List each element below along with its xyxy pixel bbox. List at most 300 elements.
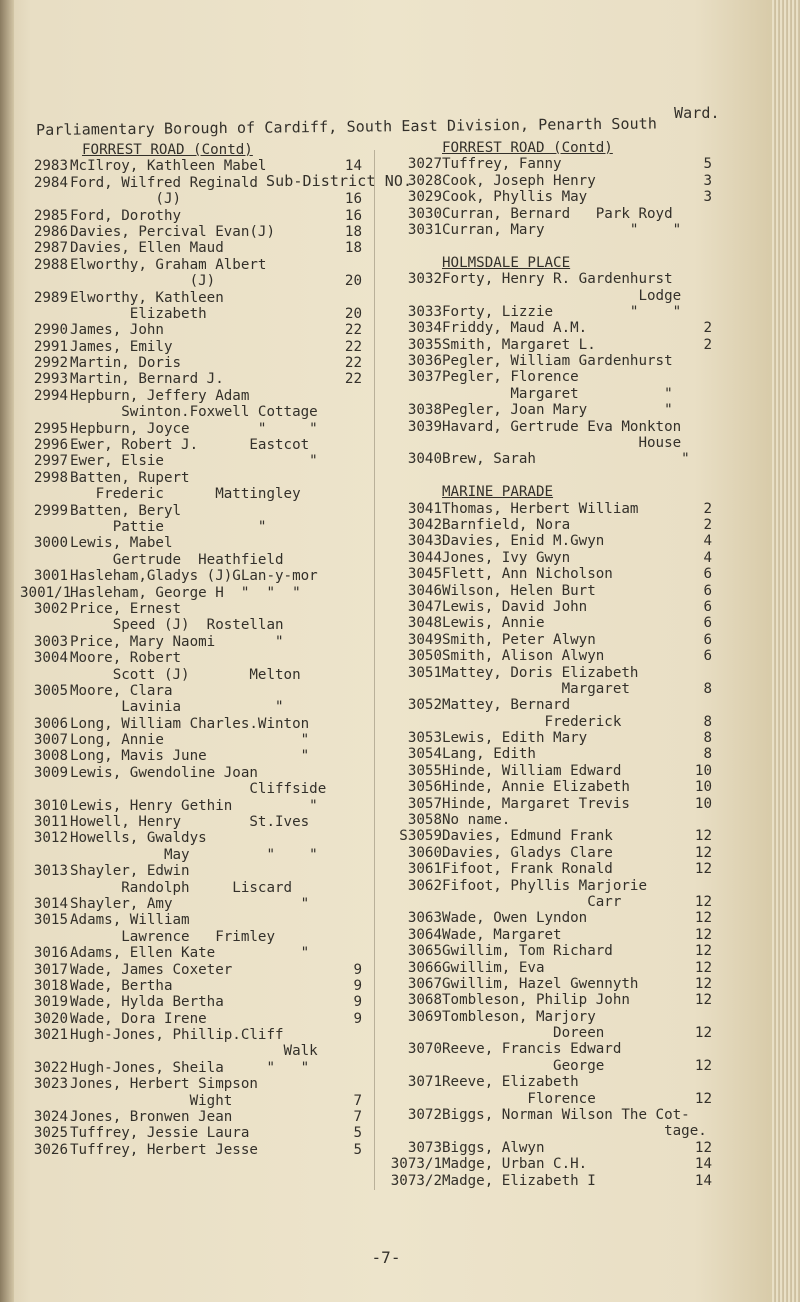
elector-number: 3037 bbox=[407, 369, 442, 386]
house-number: 8 bbox=[703, 680, 712, 697]
elector-number: 3041 bbox=[407, 500, 442, 517]
list-item bbox=[20, 781, 370, 797]
list-item bbox=[20, 453, 370, 469]
elector-number: 3049 bbox=[407, 631, 442, 648]
elector-number: 3001 bbox=[33, 568, 68, 585]
elector-number: 3019 bbox=[33, 994, 68, 1011]
elector-name: Havard, Gertrude Eva Monkton bbox=[442, 418, 682, 435]
elector-number: 3039 bbox=[407, 418, 442, 435]
house-number: 18 bbox=[344, 223, 362, 240]
elector-number: 3053 bbox=[407, 730, 442, 747]
elector-number: 3002 bbox=[33, 600, 68, 617]
list-item bbox=[20, 683, 370, 699]
elector-name: Hinde, Margaret Trevis bbox=[442, 795, 630, 812]
house-number: 9 bbox=[353, 994, 362, 1011]
elector-name: Tuffrey, Fanny bbox=[442, 156, 562, 173]
elector-name: Howells, Gwaldys bbox=[70, 830, 207, 847]
list-item bbox=[384, 910, 724, 926]
house-number: 5 bbox=[353, 1125, 362, 1142]
house-number: 12 bbox=[694, 992, 712, 1009]
list-item bbox=[20, 994, 370, 1010]
list-item bbox=[384, 189, 724, 205]
house-number: 2 bbox=[703, 500, 712, 517]
list-item bbox=[384, 435, 724, 451]
elector-name: Elizabeth bbox=[70, 305, 207, 322]
list-item bbox=[384, 1041, 724, 1057]
list-item bbox=[20, 601, 370, 617]
elector-name: Mattey, Bernard bbox=[442, 697, 571, 714]
list-item bbox=[20, 912, 370, 928]
elector-number: 3005 bbox=[33, 682, 68, 699]
elector-name: Gertrude Heathfield bbox=[70, 551, 284, 568]
elector-number: 3054 bbox=[407, 746, 442, 763]
elector-number: 3022 bbox=[33, 1059, 68, 1076]
elector-name: Ewer, Robert J. Eastcot bbox=[70, 437, 310, 454]
elector-name: Tombleson, Philip John bbox=[442, 992, 630, 1009]
elector-name: Wade, Hylda Bertha bbox=[70, 994, 224, 1011]
street-heading: FORREST ROAD (Contd) bbox=[82, 142, 253, 158]
list-item bbox=[384, 566, 724, 582]
elector-number: 3003 bbox=[33, 633, 68, 650]
house-number: 2 bbox=[703, 320, 712, 337]
street-heading: HOLMSDALE PLACE bbox=[442, 254, 571, 271]
elector-name: Wade, James Coxeter bbox=[70, 961, 233, 978]
list-item bbox=[384, 615, 724, 631]
house-number: 5 bbox=[353, 1141, 362, 1158]
house-number: 12 bbox=[694, 910, 712, 927]
elector-name: Shayler, Amy " bbox=[70, 895, 310, 912]
list-item bbox=[384, 697, 724, 713]
elector-name: Smith, Peter Alwyn bbox=[442, 631, 596, 648]
list-item bbox=[20, 1125, 370, 1141]
house-number: 16 bbox=[344, 207, 362, 224]
house-number: 12 bbox=[694, 975, 712, 992]
elector-number: 3000 bbox=[33, 535, 68, 552]
elector-number: 3056 bbox=[407, 779, 442, 796]
elector-number: 3018 bbox=[33, 977, 68, 994]
elector-number: 2988 bbox=[33, 256, 68, 273]
spacer bbox=[384, 468, 724, 484]
elector-number: 3072 bbox=[407, 1107, 442, 1124]
elector-number: 3029 bbox=[407, 189, 442, 206]
elector-name: Lewis, Annie bbox=[442, 615, 545, 632]
elector-name: Price, Ernest bbox=[70, 600, 182, 617]
elector-name: May " " bbox=[70, 846, 318, 863]
elector-name: Carr bbox=[442, 893, 622, 910]
elector-name: Pegler, Florence bbox=[442, 369, 579, 386]
elector-number: 3066 bbox=[407, 959, 442, 976]
list-item bbox=[384, 960, 724, 976]
list-item bbox=[20, 1011, 370, 1027]
elector-number: 3047 bbox=[407, 598, 442, 615]
list-item bbox=[20, 224, 370, 240]
list-item bbox=[384, 1058, 724, 1074]
elector-name: Swinton.Foxwell Cottage bbox=[70, 404, 318, 421]
elector-name: Wade, Bertha bbox=[70, 977, 173, 994]
elector-name: Adams, William bbox=[70, 912, 190, 929]
list-item bbox=[20, 158, 370, 174]
elector-name: Frederic Mattingley bbox=[70, 486, 301, 503]
binding-gutter bbox=[0, 0, 14, 1302]
elector-name: Pegler, William Gardenhurst bbox=[442, 353, 673, 370]
house-number: 22 bbox=[344, 338, 362, 355]
elector-name: Hepburn, Joyce " " bbox=[70, 420, 318, 437]
house-number: 10 bbox=[694, 779, 712, 796]
street-heading-row bbox=[384, 255, 724, 271]
street-heading-row bbox=[384, 484, 724, 500]
list-item bbox=[20, 716, 370, 732]
elector-number: 3006 bbox=[33, 715, 68, 732]
elector-name: Long, Annie " bbox=[70, 732, 310, 749]
elector-name: Friddy, Maud A.M. bbox=[442, 320, 588, 337]
header-line-1: Parliamentary Borough of Cardiff, South East Division, Penarth South bbox=[35, 114, 658, 139]
elector-number: 2993 bbox=[33, 371, 68, 388]
elector-name: Ford, Dorothy bbox=[70, 207, 182, 224]
elector-number: 2997 bbox=[33, 453, 68, 470]
elector-name: Hasleham, George H " " " bbox=[70, 584, 301, 601]
list-item bbox=[384, 828, 724, 844]
elector-number: 3001/1 bbox=[20, 584, 72, 601]
elector-number: 3071 bbox=[407, 1074, 442, 1091]
house-number: 12 bbox=[694, 1025, 712, 1042]
elector-number: 3007 bbox=[33, 732, 68, 749]
elector-name: Randolph Liscard bbox=[70, 879, 293, 896]
elector-name: Ford, Wilfred Reginald bbox=[70, 174, 258, 191]
house-number: 6 bbox=[703, 566, 712, 583]
elector-name: Madge, Elizabeth I bbox=[442, 1172, 596, 1189]
house-number: 12 bbox=[694, 844, 712, 861]
elector-name: Davies, Percival Evan(J) bbox=[70, 223, 275, 240]
list-item bbox=[384, 927, 724, 943]
column-divider bbox=[374, 150, 375, 1190]
elector-number: 2998 bbox=[33, 469, 68, 486]
elector-name: No name. bbox=[442, 812, 511, 829]
list-item bbox=[384, 845, 724, 861]
list-item bbox=[384, 517, 724, 533]
elector-name: Gwillim, Hazel Gwennyth bbox=[442, 975, 639, 992]
house-number: 6 bbox=[703, 615, 712, 632]
elector-number: 3068 bbox=[407, 992, 442, 1009]
house-number: 22 bbox=[344, 322, 362, 339]
list-item bbox=[20, 1060, 370, 1076]
list-item bbox=[384, 665, 724, 681]
elector-name: Shayler, Edwin bbox=[70, 863, 190, 880]
elector-number: 3070 bbox=[407, 1041, 442, 1058]
elector-number: 3040 bbox=[407, 451, 442, 468]
elector-name: Lewis, Edith Mary bbox=[442, 730, 588, 747]
house-number: 2 bbox=[703, 336, 712, 353]
list-item bbox=[384, 533, 724, 549]
elector-name: Flett, Ann Nicholson bbox=[442, 566, 613, 583]
elector-name: Curran, Mary " " bbox=[442, 221, 682, 238]
house-number: 10 bbox=[694, 762, 712, 779]
elector-number: 3055 bbox=[407, 762, 442, 779]
list-item bbox=[20, 617, 370, 633]
elector-number: 2992 bbox=[33, 355, 68, 372]
elector-name: George bbox=[442, 1057, 605, 1074]
elector-number: 3042 bbox=[407, 516, 442, 533]
list-item bbox=[20, 765, 370, 781]
elector-name: Ewer, Elsie " bbox=[70, 453, 318, 470]
list-item bbox=[384, 206, 724, 222]
list-item bbox=[384, 730, 724, 746]
list-item bbox=[20, 863, 370, 879]
elector-name: Biggs, Alwyn bbox=[442, 1139, 545, 1156]
elector-number: 3024 bbox=[33, 1109, 68, 1126]
house-number: 22 bbox=[344, 355, 362, 372]
list-item bbox=[20, 388, 370, 404]
elector-number: 3073/1 bbox=[390, 1156, 442, 1173]
elector-number: 3048 bbox=[407, 615, 442, 632]
elector-name: Tuffrey, Herbert Jesse bbox=[70, 1141, 258, 1158]
elector-name: Elworthy, Kathleen bbox=[70, 289, 224, 306]
list-item bbox=[20, 634, 370, 650]
elector-name: Davies, Enid M.Gwyn bbox=[442, 533, 605, 550]
elector-name: Moore, Robert bbox=[70, 650, 182, 667]
list-item bbox=[20, 257, 370, 273]
elector-name: House bbox=[442, 435, 682, 452]
house-number: 9 bbox=[353, 977, 362, 994]
elector-name: Jones, Bronwen Jean bbox=[70, 1109, 233, 1126]
elector-name: Biggs, Norman Wilson The Cot- bbox=[442, 1107, 690, 1124]
house-number: 12 bbox=[694, 828, 712, 845]
elector-number: 3012 bbox=[33, 830, 68, 847]
list-item bbox=[384, 943, 724, 959]
elector-number: 3057 bbox=[407, 795, 442, 812]
elector-name: Batten, Beryl bbox=[70, 502, 182, 519]
elector-number: 3038 bbox=[407, 402, 442, 419]
list-item bbox=[20, 191, 370, 207]
house-number: 22 bbox=[344, 371, 362, 388]
elector-number: 3061 bbox=[407, 861, 442, 878]
elector-number: 3043 bbox=[407, 533, 442, 550]
street-heading: MARINE PARADE bbox=[442, 484, 554, 501]
spacer bbox=[384, 238, 724, 254]
list-item bbox=[384, 796, 724, 812]
elector-number: 3036 bbox=[407, 353, 442, 370]
elector-number: 3032 bbox=[407, 271, 442, 288]
house-number: 9 bbox=[353, 961, 362, 978]
elector-name: Smith, Alison Alwyn bbox=[442, 648, 605, 665]
house-number: 3 bbox=[703, 172, 712, 189]
elector-name: Smith, Margaret L. bbox=[442, 336, 596, 353]
elector-number: 3030 bbox=[407, 205, 442, 222]
left-column bbox=[20, 142, 370, 1158]
list-item bbox=[384, 386, 724, 402]
list-item bbox=[384, 648, 724, 664]
street-heading-row bbox=[384, 140, 724, 156]
house-number: 3 bbox=[703, 189, 712, 206]
elector-name: Margaret " bbox=[442, 385, 673, 402]
list-item bbox=[384, 632, 724, 648]
list-item bbox=[384, 763, 724, 779]
elector-number: 3069 bbox=[407, 1008, 442, 1025]
elector-number: 3013 bbox=[33, 863, 68, 880]
house-number: 9 bbox=[353, 1010, 362, 1027]
elector-number: 3025 bbox=[33, 1125, 68, 1142]
elector-number: 3067 bbox=[407, 975, 442, 992]
list-item bbox=[384, 1107, 724, 1123]
house-number: 12 bbox=[694, 861, 712, 878]
list-item bbox=[20, 830, 370, 846]
elector-number: 2984 bbox=[33, 174, 68, 191]
elector-name: Cliffside bbox=[70, 781, 327, 798]
elector-name: Lewis, Henry Gethin " bbox=[70, 797, 318, 814]
elector-number: 3060 bbox=[407, 844, 442, 861]
elector-name: Brew, Sarah " bbox=[442, 451, 690, 468]
page-number: -7- bbox=[371, 1248, 401, 1267]
elector-name: Tuffrey, Jessie Laura bbox=[70, 1125, 250, 1142]
list-item bbox=[384, 550, 724, 566]
house-number: 20 bbox=[344, 273, 362, 290]
elector-name: Curran, Bernard Park Royd bbox=[442, 205, 673, 222]
elector-name: Wade, Dora Irene bbox=[70, 1010, 207, 1027]
elector-number: 3015 bbox=[33, 912, 68, 929]
list-item bbox=[384, 1074, 724, 1090]
elector-number: 3034 bbox=[407, 320, 442, 337]
elector-number: 3014 bbox=[33, 895, 68, 912]
elector-name: Davies, Edmund Frank bbox=[442, 828, 613, 845]
elector-number: 2983 bbox=[33, 158, 68, 175]
elector-number: 3009 bbox=[33, 764, 68, 781]
elector-number: 3031 bbox=[407, 221, 442, 238]
elector-name: Lewis, Mabel bbox=[70, 535, 173, 552]
elector-number: 2989 bbox=[33, 289, 68, 306]
list-item bbox=[384, 271, 724, 287]
elector-name: (J) bbox=[70, 273, 216, 290]
house-number: 20 bbox=[344, 305, 362, 322]
list-item bbox=[20, 814, 370, 830]
elector-name: Forty, Henry R. Gardenhurst bbox=[442, 271, 673, 288]
list-item bbox=[20, 880, 370, 896]
house-number: 4 bbox=[703, 549, 712, 566]
header-line-2: Sub-District NO. bbox=[266, 172, 413, 190]
list-item bbox=[384, 599, 724, 615]
elector-number: 3046 bbox=[407, 582, 442, 599]
list-item bbox=[384, 1025, 724, 1041]
elector-number: 2994 bbox=[33, 387, 68, 404]
elector-name: Cook, Phyllis May bbox=[442, 189, 588, 206]
list-item bbox=[384, 878, 724, 894]
elector-number: 2985 bbox=[33, 207, 68, 224]
elector-number: 3051 bbox=[407, 664, 442, 681]
list-item bbox=[384, 1140, 724, 1156]
elector-name: Hugh-Jones, Phillip.Cliff bbox=[70, 1027, 284, 1044]
house-number: 4 bbox=[703, 533, 712, 550]
elector-number: 3063 bbox=[407, 910, 442, 927]
list-item bbox=[20, 896, 370, 912]
list-item bbox=[384, 288, 724, 304]
list-item bbox=[20, 486, 370, 502]
elector-number: 3073 bbox=[407, 1139, 442, 1156]
elector-name: Hinde, William Edward bbox=[442, 762, 622, 779]
elector-name: Hasleham,Gladys (J)GLan-y-mor bbox=[70, 568, 318, 585]
elector-number: 2986 bbox=[33, 223, 68, 240]
elector-name: Wilson, Helen Burt bbox=[442, 582, 596, 599]
elector-number: 3010 bbox=[33, 797, 68, 814]
list-item bbox=[384, 1156, 724, 1172]
house-number: 6 bbox=[703, 631, 712, 648]
elector-number: 3011 bbox=[33, 814, 68, 831]
right-column bbox=[384, 140, 724, 1189]
elector-name: Thomas, Herbert William bbox=[442, 500, 639, 517]
elector-name: Howell, Henry St.Ives bbox=[70, 814, 310, 831]
house-number: 6 bbox=[703, 648, 712, 665]
house-number: 2 bbox=[703, 516, 712, 533]
elector-name: Adams, Ellen Kate " bbox=[70, 945, 310, 962]
house-number: 12 bbox=[694, 926, 712, 943]
list-item bbox=[20, 1076, 370, 1092]
elector-number: 3058 bbox=[407, 812, 442, 829]
list-item bbox=[384, 419, 724, 435]
elector-number: 3027 bbox=[407, 156, 442, 173]
list-item bbox=[20, 978, 370, 994]
list-item bbox=[384, 222, 724, 238]
elector-number: 3073/2 bbox=[390, 1172, 442, 1189]
list-item bbox=[20, 798, 370, 814]
list-item bbox=[20, 929, 370, 945]
elector-number: 3023 bbox=[33, 1076, 68, 1093]
elector-name: Fifoot, Frank Ronald bbox=[442, 861, 613, 878]
elector-name: Florence bbox=[442, 1090, 596, 1107]
list-item bbox=[384, 681, 724, 697]
elector-name: Scott (J) Melton bbox=[70, 666, 301, 683]
elector-number: 3050 bbox=[407, 648, 442, 665]
elector-number: 3035 bbox=[407, 336, 442, 353]
elector-number: 3062 bbox=[407, 877, 442, 894]
house-number: 12 bbox=[694, 1057, 712, 1074]
elector-number: 2990 bbox=[33, 322, 68, 339]
elector-name: Davies, Ellen Maud bbox=[70, 240, 224, 257]
elector-number: 3017 bbox=[33, 961, 68, 978]
house-number: 7 bbox=[353, 1092, 362, 1109]
list-item bbox=[384, 353, 724, 369]
elector-name: Cook, Joseph Henry bbox=[442, 172, 596, 189]
elector-name: Wade, Margaret bbox=[442, 926, 562, 943]
list-item bbox=[384, 583, 724, 599]
elector-number: 3064 bbox=[407, 926, 442, 943]
elector-number: 3021 bbox=[33, 1027, 68, 1044]
list-item bbox=[20, 437, 370, 453]
house-number: 12 bbox=[694, 1090, 712, 1107]
elector-name: Wade, Owen Lyndon bbox=[442, 910, 588, 927]
list-item bbox=[384, 337, 724, 353]
list-item bbox=[384, 1091, 724, 1107]
list-item bbox=[384, 894, 724, 910]
elector-name: Madge, Urban C.H. bbox=[442, 1156, 588, 1173]
list-item bbox=[384, 501, 724, 517]
elector-name: Wight bbox=[70, 1092, 233, 1109]
elector-number: 3052 bbox=[407, 697, 442, 714]
elector-name: Pattie " bbox=[70, 518, 267, 535]
list-item bbox=[20, 585, 370, 601]
elector-name: Hugh-Jones, Sheila " " bbox=[70, 1059, 310, 1076]
list-item bbox=[20, 1027, 370, 1043]
elector-name: Margaret bbox=[442, 680, 630, 697]
elector-name: tage. bbox=[442, 1123, 707, 1140]
elector-name: Hepburn, Jeffery Adam bbox=[70, 387, 250, 404]
elector-name: Lodge bbox=[442, 287, 682, 304]
elector-name: Speed (J) Rostellan bbox=[70, 617, 284, 634]
list-item bbox=[384, 779, 724, 795]
elector-name: Elworthy, Graham Albert bbox=[70, 256, 267, 273]
elector-number: 2995 bbox=[33, 420, 68, 437]
elector-name: Barnfield, Nora bbox=[442, 516, 571, 533]
list-item bbox=[384, 746, 724, 762]
list-item bbox=[20, 667, 370, 683]
list-item bbox=[384, 173, 724, 189]
list-item bbox=[384, 1173, 724, 1189]
